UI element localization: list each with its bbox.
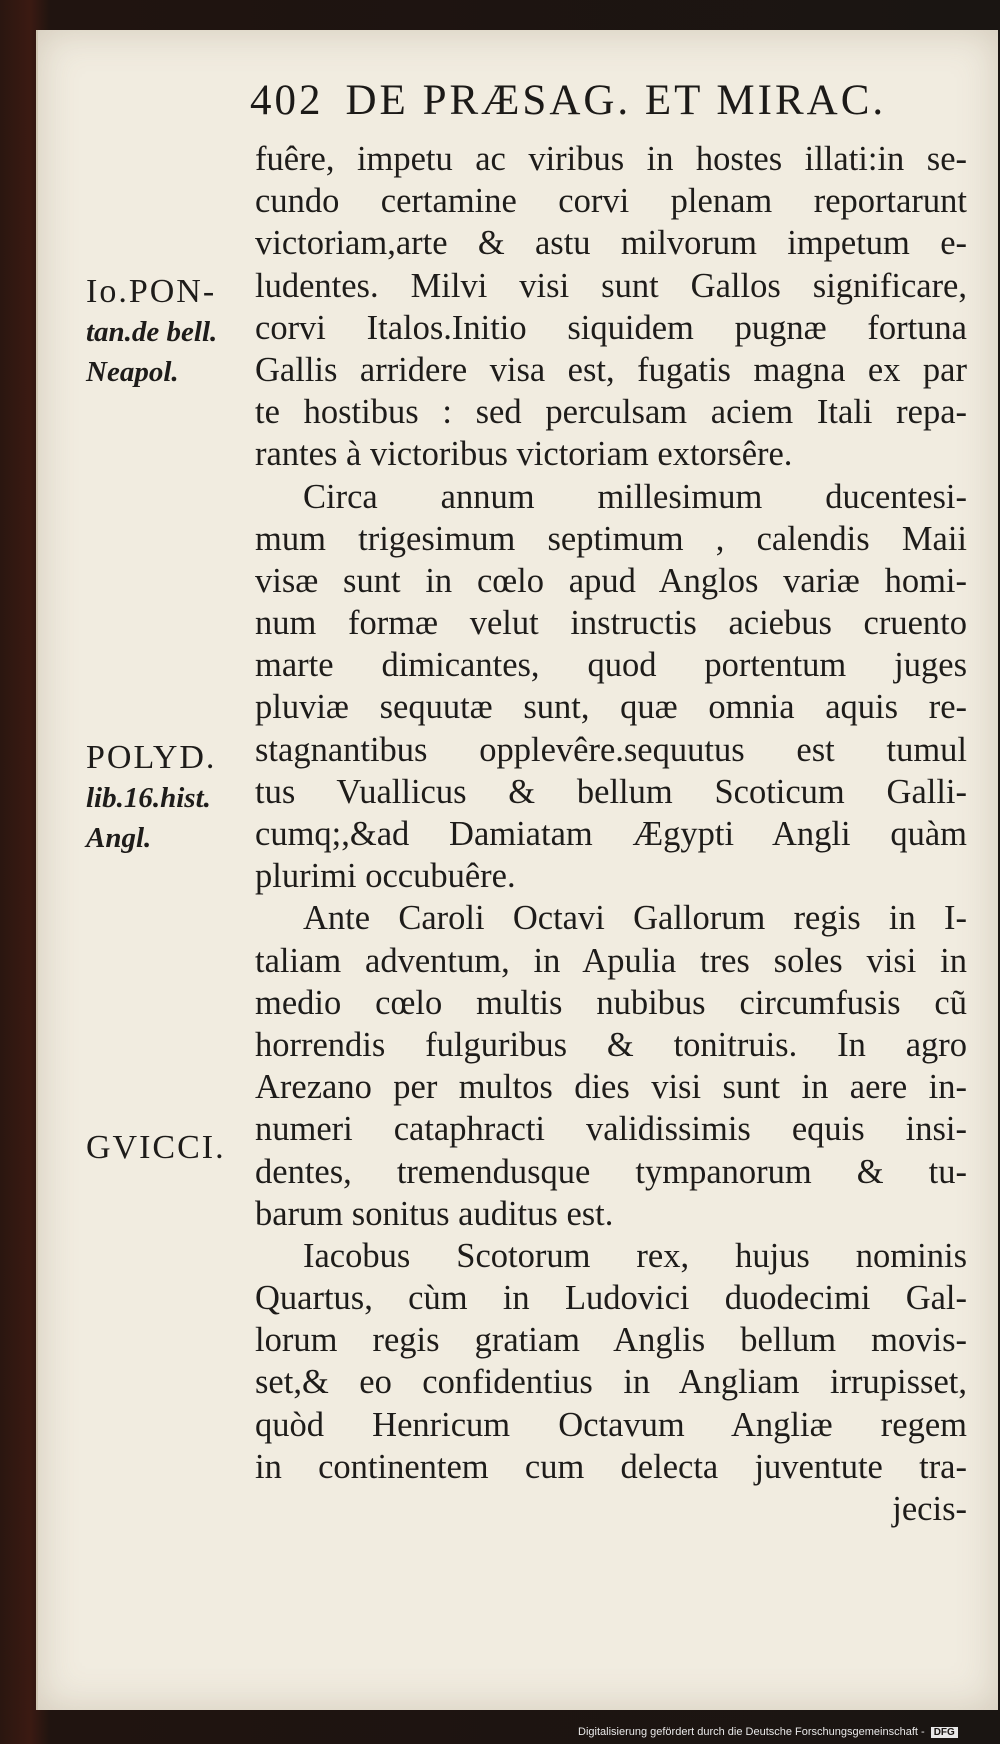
text-line: taliam adventum, in Apulia tres soles visi in: [255, 941, 967, 980]
digitization-credit: [578, 1726, 958, 1742]
text-line: numeri cataphracti validissimis equis insi-: [255, 1110, 967, 1149]
text-line: dentes, tremendusque tympanorum & tu-: [255, 1152, 967, 1191]
text-line: visæ sunt in cœlo apud Anglos variæ homi-: [255, 561, 967, 600]
text-line: Ante Caroli Octavi Gallorum regis in I-: [303, 899, 967, 938]
margin-note-line: Neapol.: [86, 356, 179, 388]
text-line: horrendis fulguribus & tonitruis. In agro: [255, 1025, 967, 1064]
text-line: Iacobus Scotorum rex, hujus nominis: [303, 1236, 967, 1275]
text-line: quòd Henricum Octavum Angliæ regem: [255, 1405, 967, 1444]
text-line: fuêre, impetu ac viribus in hostes illati:in se-: [255, 140, 967, 178]
margin-note-line: POLYD.: [86, 739, 217, 776]
text-line: plurimi occubuêre.: [255, 857, 516, 896]
text-line: pluviæ sequutæ sunt, quæ omnia aquis re-: [255, 688, 967, 727]
text-line: te hostibus : sed perculsam aciem Itali repa-: [255, 393, 967, 432]
margin-note-guicciardini: [86, 1128, 256, 1168]
text-line: Arezano per multos dies visi sunt in aere in-: [255, 1068, 967, 1107]
text-line: medio cœlo multis nubibus circumfusis cũ: [255, 983, 967, 1022]
text-line: stagnantibus opplevêre.sequutus est tumul: [255, 730, 967, 769]
text-line: victoriam,arte & astu milvorum impetum e-: [255, 224, 967, 263]
text-line: marte dimicantes, quod portentum juges: [255, 646, 967, 685]
text-line: Quartus, cùm in Ludovici duodecimi Gal-: [255, 1279, 967, 1318]
text-line: mum trigesimum septimum , calendis Maii: [255, 519, 967, 558]
text-line: Circa annum millesimum ducentesi-: [303, 477, 967, 516]
margin-note-line: Io.PON-: [86, 273, 217, 310]
margin-note-pontanus: [86, 272, 256, 392]
margin-note-line: Angl.: [86, 822, 152, 854]
catchword: jecis-: [892, 1490, 967, 1528]
margin-note-polydorus: [86, 738, 256, 858]
text-line: cumq;,&ad Damiatam Ægypti Angli quàm: [255, 815, 967, 853]
running-title: DE PRÆSAG. ET MIRAC.: [345, 77, 887, 124]
text-line: lorum regis gratiam Anglis bellum movis-: [255, 1321, 967, 1360]
body-text: [255, 138, 967, 1530]
text-line: tus Vuallicus & bellum Scoticum Galli-: [255, 772, 967, 811]
page-number: 402: [250, 77, 324, 124]
margin-note-line: GVICCI.: [86, 1129, 226, 1166]
text-line: ludentes. Milvi visi sunt Gallos significare,: [255, 266, 967, 305]
text-line: cundo certamine corvi plenam reportarunt: [255, 182, 967, 221]
text-line: set,& eo confidentius in Angliam irrupisset,: [255, 1363, 967, 1402]
margin-note-line: tan.de bell.: [86, 316, 218, 348]
text-line: rantes à victoribus victoriam extorsêre.: [255, 435, 793, 474]
text-line: num formæ velut instructis aciebus cruento: [255, 604, 967, 643]
text-line: Gallis arridere visa est, fugatis magna ex par: [255, 350, 967, 389]
text-line: barum sonitus auditus est.: [255, 1194, 614, 1233]
margin-note-line: lib.16.hist.: [86, 782, 211, 814]
text-line: corvi Italos.Initio siquidem pugnæ fortuna: [255, 308, 967, 347]
text-line: in continentem cum delecta juventute tra-: [255, 1447, 967, 1486]
credit-text: Digitalisierung gefördert durch die Deutsche Forschungsgemeinschaft -: [578, 1726, 925, 1738]
running-header: [250, 76, 970, 136]
dfg-logo: DFG: [931, 1727, 958, 1738]
